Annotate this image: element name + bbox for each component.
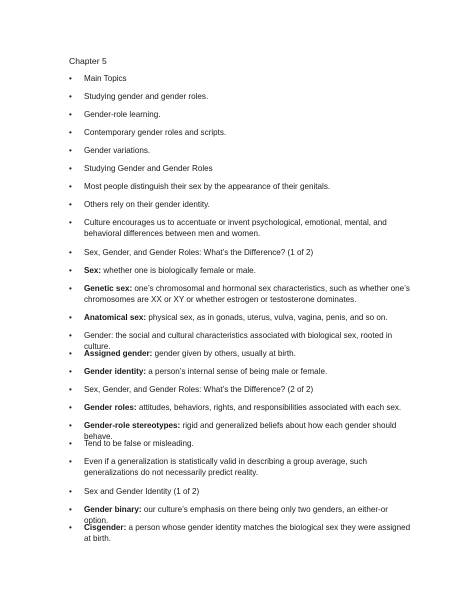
bullet-icon: •: [69, 313, 72, 322]
list-item: [69, 181, 414, 192]
list-item: [69, 145, 414, 156]
list-item: [69, 312, 414, 323]
list-item: [69, 486, 414, 497]
list-item: [69, 265, 414, 276]
bullet-icon: •: [69, 266, 72, 275]
bullet-icon: •: [69, 331, 72, 340]
list-item: [69, 384, 414, 395]
list-item: [69, 163, 414, 174]
bullet-icon: •: [69, 487, 72, 496]
bullet-icon: •: [69, 439, 72, 448]
bullet-icon: •: [69, 110, 72, 119]
item-text: one’s chromosomal and hormonal sex characteristics, such as whether one’s chromosomes are XX or XY or whether estrogen or testosterone dominates.: [84, 284, 410, 305]
bullet-icon: •: [69, 284, 72, 293]
term-label: Anatomical sex:: [84, 313, 147, 322]
bullet-icon: •: [69, 457, 72, 466]
item-text: Main Topics: [84, 74, 127, 83]
item-text: Contemporary gender roles and scripts.: [84, 128, 227, 137]
term-label: Sex:: [84, 266, 102, 275]
bullet-icon: •: [69, 200, 72, 209]
bullet-icon: •: [69, 182, 72, 191]
bullet-icon: •: [69, 164, 72, 173]
bullet-icon: •: [69, 505, 72, 514]
list-item: [69, 217, 414, 240]
term-label: Assigned gender:: [84, 349, 153, 358]
item-text: Studying Gender and Gender Roles: [84, 164, 213, 173]
term-label: Genetic sex:: [84, 284, 133, 293]
term-label: Gender-role stereotypes:: [84, 421, 181, 430]
item-text: Sex, Gender, and Gender Roles: What’s the Difference? (1 of 2): [84, 248, 314, 257]
item-text: Gender variations.: [84, 146, 151, 155]
list-item: [69, 402, 414, 413]
item-text: Sex, Gender, and Gender Roles: What’s the Difference? (2 of 2): [84, 385, 314, 394]
bullet-icon: •: [69, 421, 72, 430]
list-item: [69, 247, 414, 258]
bullet-icon: •: [69, 74, 72, 83]
item-text: gender given by others, usually at birth.: [152, 349, 296, 358]
item-text: Sex and Gender Identity (1 of 2): [84, 487, 200, 496]
bullet-icon: •: [69, 523, 72, 532]
list-item: [69, 283, 414, 306]
item-text: Gender: the social and cultural characteristics associated with biological sex, rooted in culture.: [84, 331, 393, 352]
chapter-title: Chapter 5: [69, 56, 107, 66]
term-label: Gender identity:: [84, 367, 147, 376]
item-text: Others rely on their gender identity.: [84, 200, 210, 209]
item-text: whether one is biologically female or male.: [101, 266, 256, 275]
bullet-icon: •: [69, 403, 72, 412]
term-label: Cisgender:: [84, 523, 127, 532]
bullet-icon: •: [69, 218, 72, 227]
item-text: Studying gender and gender roles.: [84, 92, 209, 101]
item-text: Tend to be false or misleading.: [84, 439, 194, 448]
list-item: [69, 73, 414, 84]
bullet-icon: •: [69, 248, 72, 257]
list-item: [69, 109, 414, 120]
list-item: [69, 199, 414, 210]
list-item: [69, 366, 414, 377]
bullet-icon: •: [69, 128, 72, 137]
item-text: Most people distinguish their sex by the appearance of their genitals.: [84, 182, 331, 191]
item-text: Gender-role learning.: [84, 110, 161, 119]
item-text: attitudes, behaviors, rights, and responsibilities associated with each sex.: [136, 403, 402, 412]
bullet-icon: •: [69, 92, 72, 101]
list-item: [69, 438, 414, 449]
list-item: [69, 91, 414, 102]
bullet-icon: •: [69, 349, 72, 358]
item-text: rigid and generalized beliefs about how each gender should behave.: [84, 421, 397, 442]
bullet-icon: •: [69, 367, 72, 376]
item-text: a person whose gender identity matches the biological sex they were assigned at birth.: [84, 523, 411, 544]
bullet-icon: •: [69, 385, 72, 394]
list-item: [69, 348, 414, 359]
item-text: Even if a generalization is statistically valid in describing a group average, such generalizations do not necessarily predict reality.: [84, 457, 367, 478]
item-text: physical sex, as in gonads, uterus, vulva, vagina, penis, and so on.: [146, 313, 388, 322]
list-item: [69, 127, 414, 138]
item-text: our culture’s emphasis on there being only two genders, an either-or option.: [84, 505, 388, 526]
term-label: Gender binary:: [84, 505, 142, 514]
list-item: [69, 522, 414, 545]
list-item: [69, 456, 414, 479]
item-text: a person’s internal sense of being male or female.: [146, 367, 328, 376]
item-text: Culture encourages us to accentuate or invent psychological, emotional, mental, and behavioral differences between men and women.: [84, 218, 387, 239]
term-label: Gender roles:: [84, 403, 137, 412]
bullet-icon: •: [69, 146, 72, 155]
